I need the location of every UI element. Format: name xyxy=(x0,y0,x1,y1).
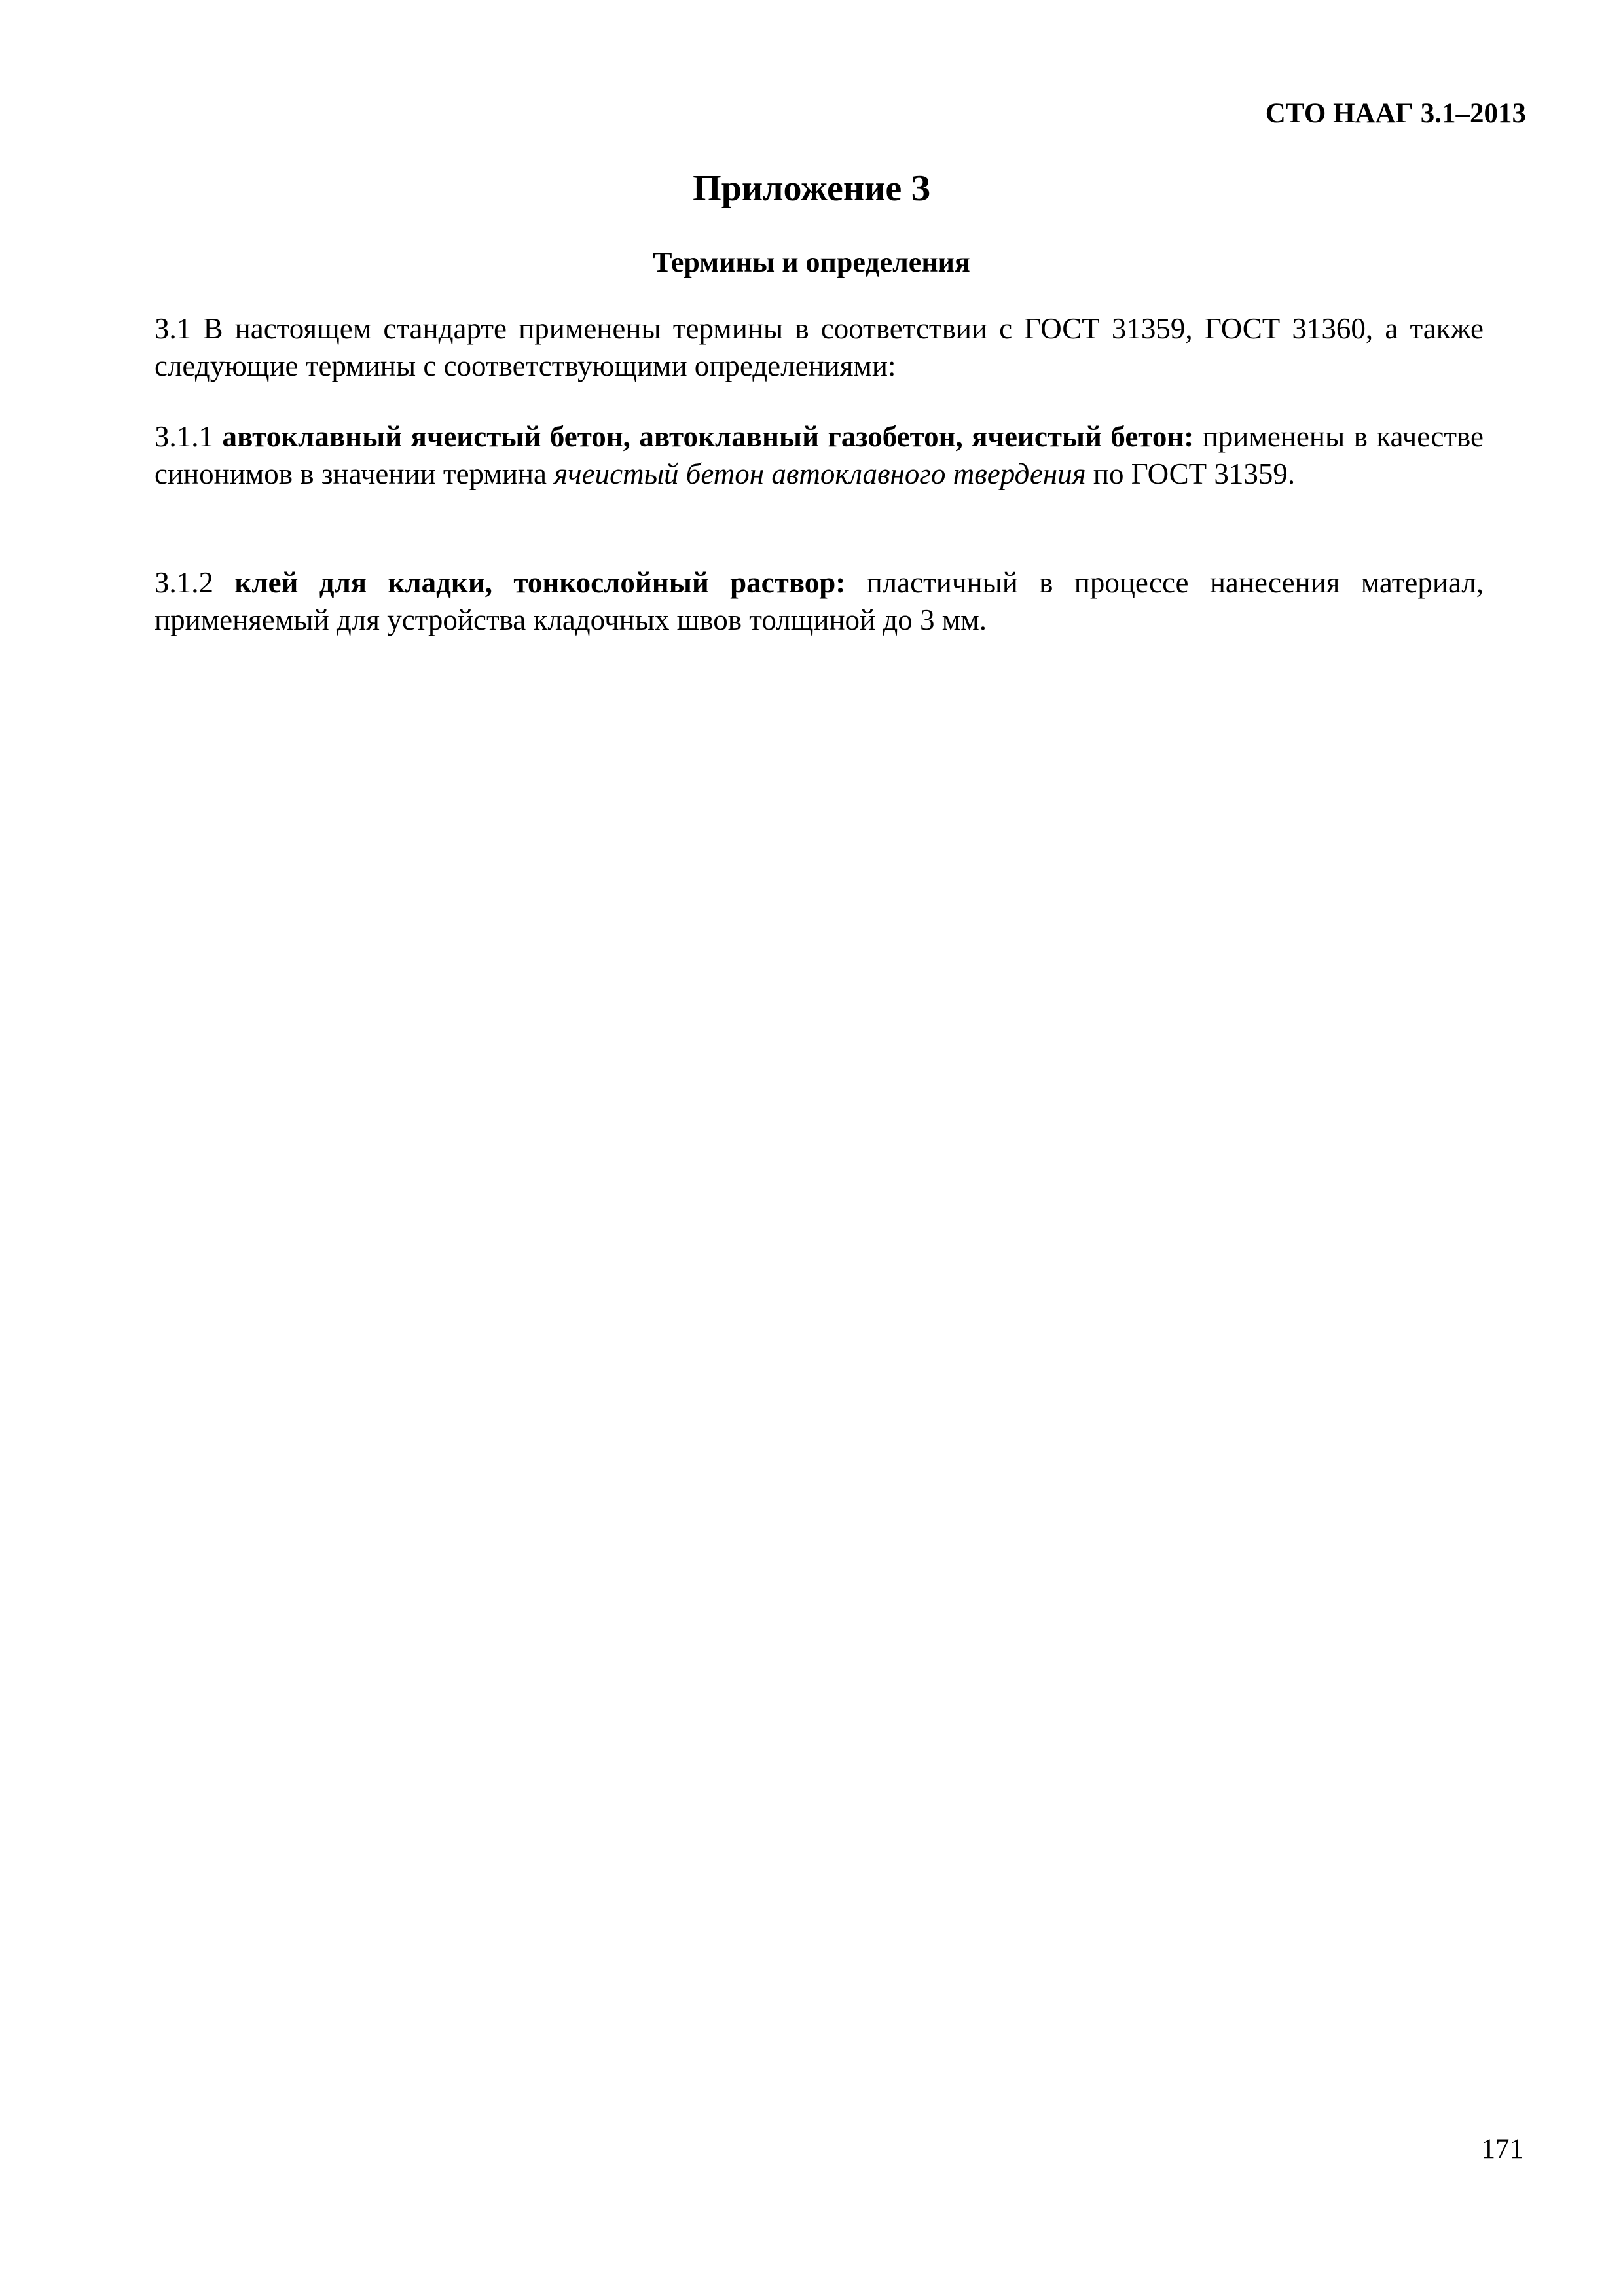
referenced-term: ячеистый бетон автоклавного твердения xyxy=(554,457,1086,490)
paragraph-text: В настоящем стандарте применены термины в соответствии с ГОСТ 31359, ГОСТ 31360, а также следующие термины с соответствующими определениями: xyxy=(155,312,1484,382)
page-number: 171 xyxy=(1481,2134,1523,2164)
paragraph-number: З.1.1 xyxy=(155,420,214,453)
paragraph-text: применены в качестве синонимов в значении термина xyxy=(155,420,1484,490)
defined-term: клей для кладки, тонкослойный раствор: xyxy=(234,566,846,599)
paragraph-3-1-2 xyxy=(155,564,1484,639)
paragraph-text-end: по ГОСТ 31359. xyxy=(1093,457,1296,490)
document-code: СТО НААГ 3.1–2013 xyxy=(1265,98,1526,129)
paragraph-text: пластичный в процессе нанесения материал, применяемый для устройства кладочных швов толщиной до 3 мм. xyxy=(155,566,1484,636)
paragraph-number: З.1 xyxy=(155,312,192,345)
defined-term: автоклавный ячеистый бетон, автоклавный газобетон, ячеистый бетон: xyxy=(222,420,1194,453)
appendix-title: Приложение З xyxy=(693,168,930,209)
paragraph-3-1 xyxy=(155,310,1484,385)
paragraph-3-1-1 xyxy=(155,418,1484,493)
section-title: Термины и определения xyxy=(653,246,970,278)
paragraph-number: З.1.2 xyxy=(155,566,214,599)
